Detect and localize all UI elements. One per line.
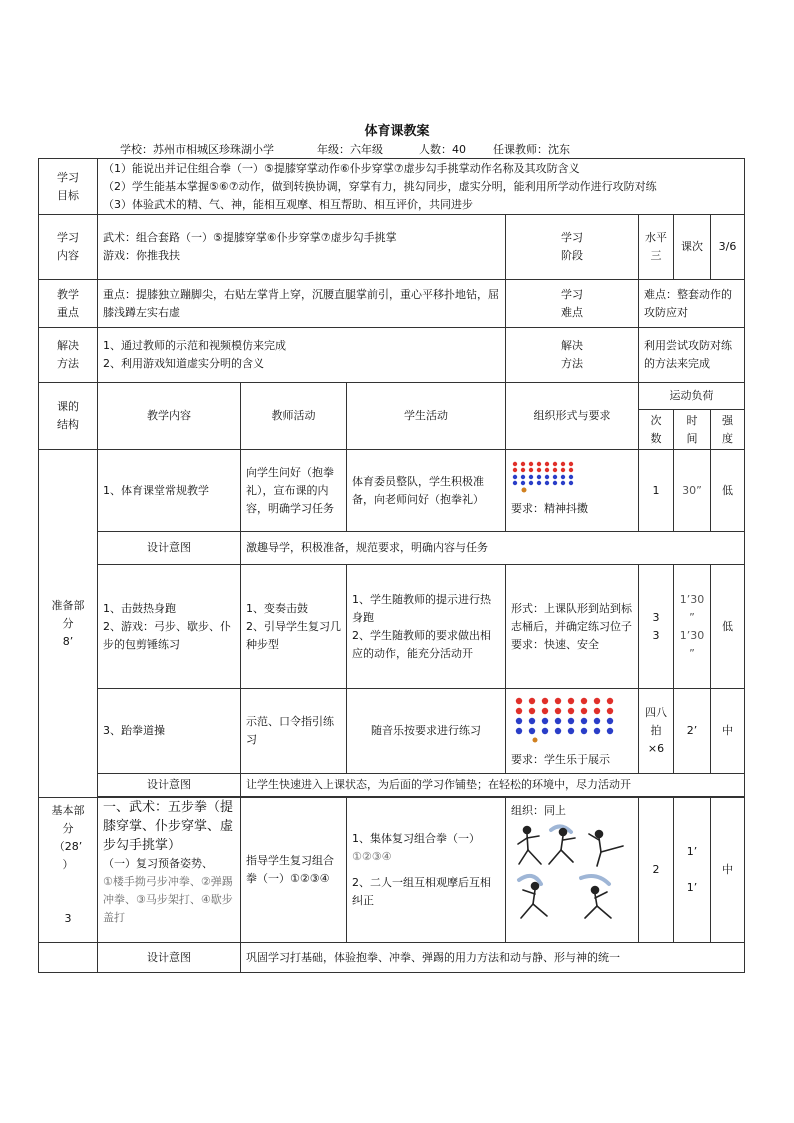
formation-dot — [529, 481, 533, 485]
formation-dot — [555, 708, 561, 714]
page-title: 体育课教案 — [364, 124, 430, 139]
formation-dot — [537, 475, 541, 479]
lesson-label: 课次 — [674, 215, 711, 280]
prep-org-2: 形式：上课队形到站到标志桶后，并确定练习位子 要求：快速、安全 — [506, 565, 639, 689]
header-student: 学生活动 — [347, 383, 506, 450]
method-label-2: 解决 方法 — [506, 328, 639, 383]
basic-intensity: 中 — [711, 798, 745, 943]
formation-dot — [529, 728, 535, 734]
prep-req-3: 要求：学生乐于展示 — [511, 753, 610, 766]
method-line: 1、通过教师的示范和视频模仿来完成 — [103, 339, 286, 352]
prep-student-2: 1、学生随教师的提示进行热身跑 2、学生随教师的要求做出相应的动作，能充分活动开 — [347, 565, 506, 689]
formation-dot — [568, 708, 574, 714]
formation-dot — [513, 481, 517, 485]
header-intensity: 强 度 — [711, 410, 745, 450]
basic-label: 基本部 分 （28’ ） 3 — [39, 798, 98, 943]
basic-time: 1’ 1’ — [674, 798, 711, 943]
formation-dot — [537, 468, 541, 472]
formation-dot — [607, 698, 613, 704]
lesson-value: 3/6 — [711, 215, 745, 280]
prep-times-3: 四八 拍×6 — [639, 689, 674, 774]
difficulty-label: 学习 难点 — [506, 280, 639, 328]
goals-label: 学习 目标 — [39, 159, 98, 215]
formation-dot — [537, 481, 541, 485]
formation-dot — [516, 708, 522, 714]
formation-dot — [545, 475, 549, 479]
prep-label: 准备部 分 8’ — [39, 450, 98, 798]
header-content: 教学内容 — [98, 383, 241, 450]
prep-req-1: 要求：精神抖擞 — [511, 502, 588, 515]
prep-content-2: 1、击鼓热身跑 2、游戏：弓步、歇步、仆步的包剪锤练习 — [98, 565, 241, 689]
prep-teacher-2: 1、变奏击鼓 2、引导学生复习几种步型 — [241, 565, 347, 689]
formation-dot — [529, 698, 535, 704]
formation-dot — [555, 718, 561, 724]
formation-dot — [537, 462, 541, 466]
prep-intensity-1: 低 — [711, 450, 745, 532]
formation-dot — [594, 718, 600, 724]
design-text-2: 让学生快速进入上课状态，为后面的学习作铺垫；在轻松的环境中，尽力活动开 — [241, 774, 745, 797]
formation-dot — [513, 475, 517, 479]
formation-dot — [555, 698, 561, 704]
prep-times-1: 1 — [639, 450, 674, 532]
prep-time-2: 1’30 ” 1’30 ” — [674, 565, 711, 689]
basic-content-title: 一、武术：五步拳（提膝穿掌、仆步穿掌、虚步勾手挑掌） — [103, 800, 234, 853]
content-text: 武术：组合套路（一）⑤提膝穿掌⑥仆步穿掌⑦虚步勾手挑掌 游戏：你推我扶 — [98, 215, 506, 280]
basic-student — [347, 798, 506, 943]
formation-dot — [529, 475, 533, 479]
formation-dot — [561, 468, 565, 472]
design-text-1: 激趣导学，积极准备，规范要求，明确内容与任务 — [241, 532, 745, 565]
prep-student-3: 随音乐按要求进行练习 — [347, 689, 506, 774]
formation-dot — [581, 728, 587, 734]
design-text-3: 巩固学习打基础，体验抱拳、冲拳、弹踢的用力方法和动与静、形与神的统一 — [241, 943, 745, 973]
formation-dot — [542, 708, 548, 714]
goal-line: （2）学生能基本掌握⑤⑥⑦动作，做到转换协调，穿掌有力，挑勾同步，虚实分明，能利用所学动作进行攻防对练 — [103, 179, 657, 193]
design-label-3: 设计意图 — [98, 943, 241, 973]
basic-student-1b: ①②③④ — [352, 850, 392, 863]
formation-dot — [553, 481, 557, 485]
prep-intensity-3: 中 — [711, 689, 745, 774]
method-text-2: 利用尝试攻防对练的方法来完成 — [639, 328, 745, 383]
formation-dot — [553, 475, 557, 479]
basic-org — [506, 798, 639, 943]
basic-content-items: ①楼手拗弓步冲拳、②弹踢冲拳、③马步架打、④歇步盖打 — [103, 875, 233, 924]
prep-student-1: 体育委员整队，学生积极准备，向老师问好（抱拳礼） — [347, 450, 506, 532]
basic-times: 2 — [639, 798, 674, 943]
formation-dot — [542, 718, 548, 724]
prep-times-2: 3 3 — [639, 565, 674, 689]
formation-dot — [594, 698, 600, 704]
formation-dot — [521, 468, 525, 472]
design-label-2: 设计意图 — [98, 774, 241, 797]
content-label: 学习 内容 — [39, 215, 98, 280]
formation-dot — [569, 468, 573, 472]
stage-label: 学习 阶段 — [506, 215, 639, 280]
basic-student-1: 1、集体复习组合拳（一） — [352, 832, 480, 845]
formation-dot — [569, 475, 573, 479]
formation-dot — [529, 718, 535, 724]
grade: 年级：六年级 — [317, 143, 383, 156]
method-label: 解决 方法 — [39, 328, 98, 383]
formation-dot — [521, 462, 525, 466]
formation-dot — [581, 718, 587, 724]
formation-dot — [568, 728, 574, 734]
key-text: 重点：提膝独立蹦脚尖，右贴左掌背上穿，沉腰直腿掌前引，重心平移扑地钻，屈膝浅蹲左实右虚 — [98, 280, 506, 328]
prep-teacher-3: 示范、口令指引练习 — [241, 689, 347, 774]
formation-dot — [516, 728, 522, 734]
prep-content-1: 1、体育课堂常规教学 — [98, 450, 241, 532]
prep-teacher-1: 向学生问好（抱拳礼），宣布课的内容，明确学习任务 — [241, 450, 347, 532]
formation-blue-row — [513, 475, 573, 485]
difficulty-text: 难点：整套动作的攻防应对 — [639, 280, 745, 328]
formation-dot — [569, 462, 573, 466]
teacher-name: 任课教师：沈东 — [493, 143, 570, 156]
method-cell — [98, 328, 506, 383]
formation-dot — [594, 728, 600, 734]
formation-dot — [516, 698, 522, 704]
formation-dot — [607, 708, 613, 714]
formation-dot — [513, 468, 517, 472]
prep-intensity-2: 低 — [711, 565, 745, 689]
formation-dot — [568, 718, 574, 724]
formation-dot — [529, 708, 535, 714]
formation-red-row — [513, 462, 573, 472]
prep-content-3: 3、跆拳道操 — [98, 689, 241, 774]
basic-label-cont — [39, 943, 98, 973]
basic-student-2: 2、二人一组互相观摩后互相纠正 — [352, 876, 491, 907]
design-label-1: 设计意图 — [98, 532, 241, 565]
formation-dot — [521, 481, 525, 485]
goal-line: （1）能说出并记住组合拳（一）⑤提膝穿掌动作⑥仆步穿掌⑦虚步勾手挑掌动作名称及其攻防含义 — [103, 161, 580, 175]
formation-dot — [529, 462, 533, 466]
formation-dot — [581, 708, 587, 714]
formation-dot — [581, 698, 587, 704]
teacher-marker — [522, 488, 527, 493]
formation-dot — [545, 481, 549, 485]
formation-dot — [555, 728, 561, 734]
formation-dot — [545, 462, 549, 466]
prep-time-3: 2’ — [674, 689, 711, 774]
formation-dot — [594, 708, 600, 714]
basic-teacher: 指导学生复习组合拳（一）①②③④ — [241, 798, 347, 943]
basic-content — [98, 798, 241, 943]
school: 学校：苏州市相城区珍珠湖小学 — [120, 143, 274, 156]
header-org: 组织形式与要求 — [506, 383, 639, 450]
wushu-illustration — [511, 820, 629, 930]
header-load: 运动负荷 — [639, 383, 745, 410]
formation-dot — [516, 718, 522, 724]
header-teacher: 教师活动 — [241, 383, 347, 450]
formation-dot — [542, 728, 548, 734]
basic-content-sub: （一）复习预备姿势、 — [103, 857, 213, 870]
header-structure: 课的 结构 — [39, 383, 98, 450]
formation-diagram-2 — [511, 695, 621, 745]
formation-dot — [542, 698, 548, 704]
teacher-marker — [533, 738, 538, 743]
formation-dot — [513, 462, 517, 466]
key-label: 教学 重点 — [39, 280, 98, 328]
lesson-plan-table — [38, 158, 745, 973]
formation-dot — [521, 475, 525, 479]
formation-dot — [569, 481, 573, 485]
formation-dot — [545, 468, 549, 472]
prep-org-3 — [506, 689, 639, 774]
formation-dot — [561, 481, 565, 485]
formation-dot — [561, 462, 565, 466]
goal-line: （3）体验武术的精、气、神，能相互观摩、相互帮助、相互评价，共同进步 — [103, 197, 473, 211]
formation-dot — [553, 468, 557, 472]
header-times: 次 数 — [639, 410, 674, 450]
prep-org-1 — [506, 450, 639, 532]
prep-time-1: 30” — [674, 450, 711, 532]
student-count: 人数：40 — [419, 143, 466, 156]
formation-dot — [568, 698, 574, 704]
formation-dot — [529, 468, 533, 472]
formation-dot — [553, 462, 557, 466]
basic-org-text: 组织：同上 — [511, 804, 566, 817]
formation-dot — [561, 475, 565, 479]
goals-cell — [98, 159, 745, 215]
formation-diagram-1 — [511, 458, 581, 494]
method-line: 2、利用游戏知道虚实分明的含义 — [103, 357, 264, 370]
stage-value: 水平三 — [639, 215, 674, 280]
formation-dot — [607, 728, 613, 734]
header-time: 时 间 — [674, 410, 711, 450]
formation-dot — [607, 718, 613, 724]
